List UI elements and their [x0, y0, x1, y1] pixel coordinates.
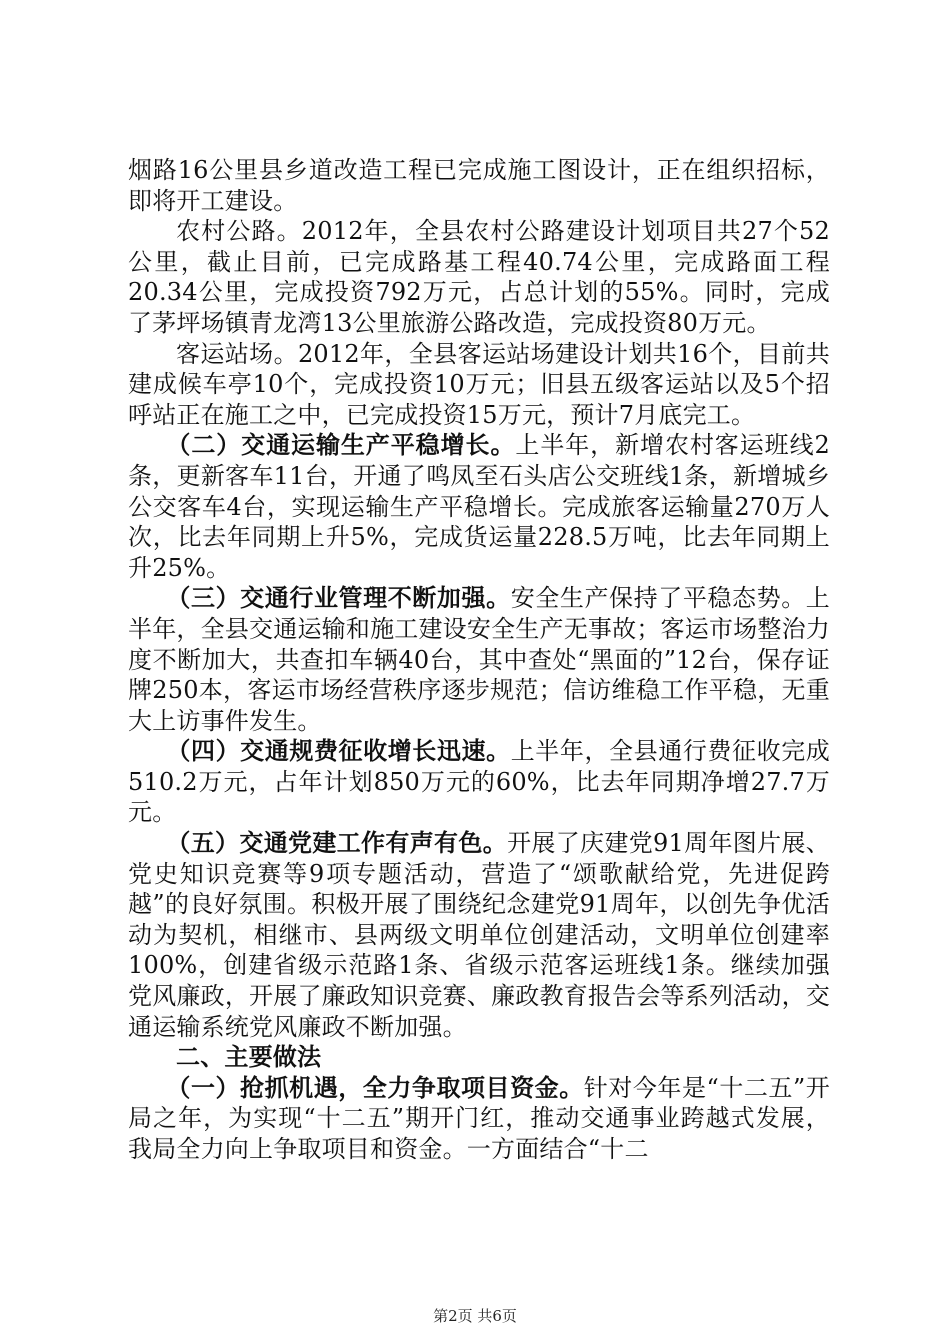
page-number-label: 第2页 共6页 [433, 1307, 517, 1325]
paragraph-text: 农村公路。2012年，全县农村公路建设计划项目共27个52公里，截止目前，已完成路基工程40.74公里，完成路面工程20.34公里，完成投资792万元，占总计划的55%。同时，完成了茅坪场镇青龙湾13公里旅游公路改造，完成投资80万元。 [128, 217, 830, 337]
document-body [128, 155, 830, 1165]
paragraph-bus-stations [128, 339, 830, 431]
paragraph-heading: （二）交通运输生产平稳增长。 [166, 430, 516, 460]
paragraph-heading: （五）交通党建工作有声有色。 [166, 828, 508, 858]
paragraph-heading: （四）交通规费征收增长迅速。 [166, 736, 511, 766]
section-title: 二、主要做法 [176, 1043, 322, 1072]
paragraph-party-building [128, 828, 830, 1042]
paragraph-transport-production [128, 430, 830, 583]
paragraph-project-funding [128, 1073, 830, 1165]
paragraph-text: 客运站场。2012年，全县客运站场建设计划共16个，目前共建成候车亭10个，完成投资10万元；旧县五级客运站以及5个招呼站正在施工之中，已完成投资15万元，预计7月底完工。 [128, 339, 830, 429]
paragraph-fee-collection [128, 736, 830, 828]
paragraph-text: 烟路16公里县乡道改造工程已完成施工图设计，正在组织招标，即将开工建设。 [128, 156, 830, 215]
paragraph-heading: （三）交通行业管理不断加强。 [166, 583, 511, 613]
paragraph-text: 针对今年是“十二五”开局之年，为实现“十二五”期开门红，推动交通事业跨越式发展，我局全力向上争取项目和资金。一方面结合“十二 [128, 1073, 830, 1163]
paragraph-heading: （一）抢抓机遇，全力争取项目资金。 [166, 1072, 584, 1102]
paragraph-text: 安全生产保持了平稳态势。上半年，全县交通运输和施工建设安全生产无事故；客运市场整治力度不断加大，共查扣车辆40台，其中查处“黑面的”12台，保存证牌250本，客运市场经营秩序逐步规范；信访维稳工作平稳，无重大上访事件发生。 [128, 584, 830, 735]
paragraph-continuation [128, 155, 830, 216]
page-footer [0, 1305, 950, 1326]
paragraph-industry-management [128, 583, 830, 736]
paragraph-text: 上半年，全县通行费征收完成510.2万元，占年计划850万元的60%，比去年同期净增27.7万元。 [128, 737, 830, 827]
paragraph-rural-roads [128, 216, 830, 338]
paragraph-text: 开展了庆建党91周年图片展、党史知识竞赛等9项专题活动，营造了“颂歌献给党，先进促跨越”的良好氛围。积极开展了围绕纪念建党91周年，以创先争优活动为契机，相继市、县两级文明单位创建活动，文明单位创建率100%，创建省级示范路1条、省级示范客运班线1条。继续加强党风廉政，开展了廉政知识竞赛、廉政教育报告会等系列活动，交通运输系统党风廉政不断加强。 [128, 829, 830, 1041]
paragraph-text: 上半年，新增农村客运班线2条，更新客车11台，开通了鸣凤至石头店公交班线1条，新增城乡公交客车4台，实现运输生产平稳增长。完成旅客运输量270万人次，比去年同期上升5%，完成货运量228.5万吨，比去年同期上升25%。 [128, 431, 830, 582]
